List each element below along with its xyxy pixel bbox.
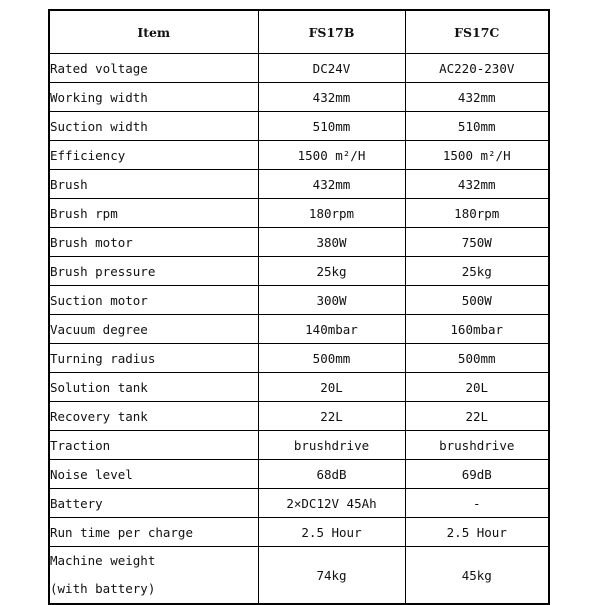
table-row xyxy=(49,228,549,257)
fs17b-value: 300W xyxy=(258,286,405,315)
row-label: Brush rpm xyxy=(49,199,258,228)
fs17b-value: 2×DC12V 45Ah xyxy=(258,489,405,518)
fs17c-value: 160mbar xyxy=(405,315,549,344)
table-row xyxy=(49,489,549,518)
fs17c-value: 20L xyxy=(405,373,549,402)
table-row xyxy=(49,286,549,315)
fs17c-value: 2.5 Hour xyxy=(405,518,549,547)
row-label: Suction width xyxy=(49,112,258,141)
fs17c-value: 69dB xyxy=(405,460,549,489)
fs17b-value: 68dB xyxy=(258,460,405,489)
fs17b-value: 20L xyxy=(258,373,405,402)
row-label: Suction motor xyxy=(49,286,258,315)
table-row xyxy=(49,431,549,460)
row-label: Noise level xyxy=(49,460,258,489)
table-row xyxy=(49,83,549,112)
header-fs17c: FS17C xyxy=(405,10,549,54)
fs17b-value: 25kg xyxy=(258,257,405,286)
row-label: Brush motor xyxy=(49,228,258,257)
table-row xyxy=(49,518,549,547)
table-row xyxy=(49,170,549,199)
row-label: Run time per charge xyxy=(49,518,258,547)
row-label: Working width xyxy=(49,83,258,112)
table-row xyxy=(49,402,549,431)
fs17b-weight-value: 74kg xyxy=(258,547,405,605)
fs17c-value: 500mm xyxy=(405,344,549,373)
fs17b-value: 2.5 Hour xyxy=(258,518,405,547)
row-label-machine-weight xyxy=(49,547,258,605)
row-label: Turning radius xyxy=(49,344,258,373)
fs17c-value: 510mm xyxy=(405,112,549,141)
fs17c-value: 432mm xyxy=(405,170,549,199)
fs17b-value: 1500 m²/H xyxy=(258,141,405,170)
with-battery-label: (with battery) xyxy=(50,581,156,596)
fs17c-value: 432mm xyxy=(405,83,549,112)
fs17c-value: brushdrive xyxy=(405,431,549,460)
fs17b-value: DC24V xyxy=(258,54,405,83)
row-label: Solution tank xyxy=(49,373,258,402)
spec-sheet xyxy=(48,9,550,605)
fs17c-value: 25kg xyxy=(405,257,549,286)
table-row xyxy=(49,112,549,141)
table-row xyxy=(49,344,549,373)
fs17c-value: 180rpm xyxy=(405,199,549,228)
fs17b-value: 432mm xyxy=(258,170,405,199)
row-label: Battery xyxy=(49,489,258,518)
table-row xyxy=(49,257,549,286)
fs17c-value: 1500 m²/H xyxy=(405,141,549,170)
header-item: Item xyxy=(49,10,258,54)
row-label: Traction xyxy=(49,431,258,460)
fs17b-value: 140mbar xyxy=(258,315,405,344)
row-label: Vacuum degree xyxy=(49,315,258,344)
row-label: Brush xyxy=(49,170,258,199)
fs17c-value: 22L xyxy=(405,402,549,431)
fs17c-weight-value: 45kg xyxy=(405,547,549,605)
machine-weight-label: Machine weight xyxy=(50,553,156,568)
row-label: Brush pressure xyxy=(49,257,258,286)
fs17b-value: 22L xyxy=(258,402,405,431)
fs17b-value: 510mm xyxy=(258,112,405,141)
fs17c-value: AC220-230V xyxy=(405,54,549,83)
fs17b-value: 380W xyxy=(258,228,405,257)
fs17b-value: brushdrive xyxy=(258,431,405,460)
fs17c-value: 500W xyxy=(405,286,549,315)
table-row xyxy=(49,54,549,83)
spec-table xyxy=(48,9,550,605)
header-fs17b: FS17B xyxy=(258,10,405,54)
row-label: Efficiency xyxy=(49,141,258,170)
header-row xyxy=(49,10,549,54)
row-label: Recovery tank xyxy=(49,402,258,431)
fs17c-value: 750W xyxy=(405,228,549,257)
table-row-machine-weight xyxy=(49,547,549,605)
table-row xyxy=(49,315,549,344)
fs17b-value: 432mm xyxy=(258,83,405,112)
table-row xyxy=(49,199,549,228)
fs17c-value: - xyxy=(405,489,549,518)
table-row xyxy=(49,373,549,402)
row-label: Rated voltage xyxy=(49,54,258,83)
fs17b-value: 180rpm xyxy=(258,199,405,228)
table-row xyxy=(49,460,549,489)
table-row xyxy=(49,141,549,170)
fs17b-value: 500mm xyxy=(258,344,405,373)
